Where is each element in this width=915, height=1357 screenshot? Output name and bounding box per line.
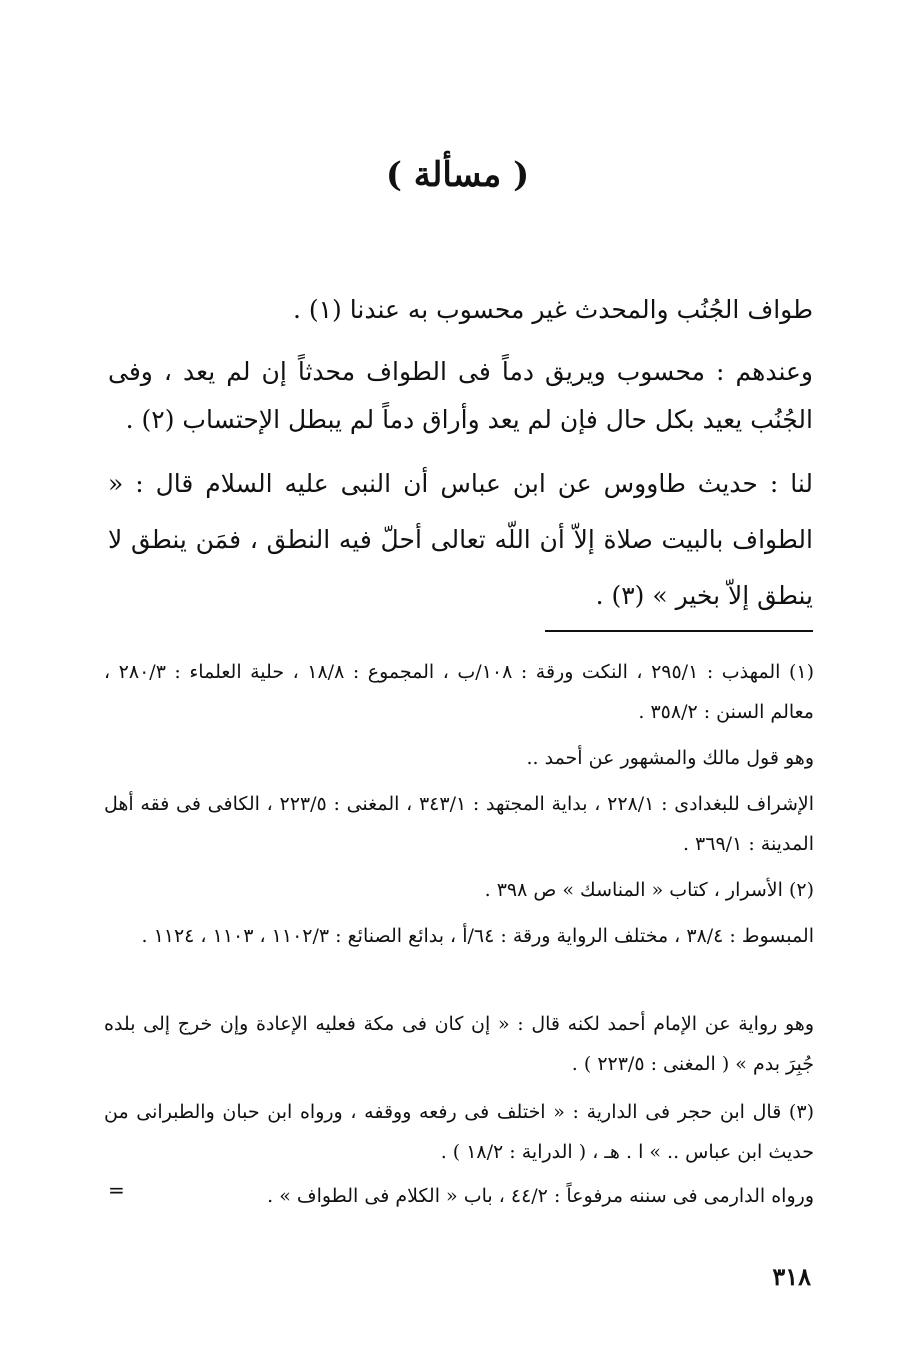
page-number: ٣١٨ — [772, 1262, 811, 1291]
footnote-1-note: وهو قول مالك والمشهور عن أحمد .. — [526, 747, 814, 769]
footnote-1-references: الإشراف للبغدادى : ٢٢٨/١ ، بداية المجتهد : ٣٤٣/١ ، المغنى : ٢٢٣/٥ ، الكافى فى فقه أهل المدينة : ٣٦٩/١ . — [104, 793, 815, 855]
paragraph-3: لنا : حديث طاووس عن ابن عباس أن النبى عليه السلام قال : « الطواف بالبيت صلاة إلاّ أن اللّه تعالى أحلّ فيه النطق ، فمَن ينطق لا ينطق إلاّ بخير » (٣) . — [108, 469, 813, 610]
footnote-3-note: ورواه الدارمى فى سننه مرفوعاً : ٤٤/٢ ، باب « الكلام فى الطواف » . — [267, 1185, 814, 1207]
continuation-mark: = — [108, 1178, 125, 1202]
footnote-1: (١) المهذب : ٢٩٥/١ ، النكت ورقة : ١٠٨/ب ، المجموع : ١٨/٨ ، حلية العلماء : ٢٨٠/٣ ، معالم السنن : ٣٥٨/٢ . — [104, 661, 815, 723]
footnote-divider — [545, 630, 813, 632]
section-title: ( مسألة ) — [385, 155, 530, 195]
footnote-3: (٣) قال ابن حجر فى الدارية : « اختلف فى رفعه ووقفه ، ورواه ابن حبان والطبرانى من حديث ابن عباس .. » ا . هـ ، ( الدراية : ١٨/٢ ) . — [104, 1101, 814, 1163]
footnote-2-note: وهو رواية عن الإمام أحمد لكنه قال : « إن كان فى مكة فعليه الإعادة وإن خرج إلى بلده جُبِرَ بدم » ( المغنى : ٢٢٣/٥ ) . — [104, 1013, 814, 1075]
footnote-2-references: المبسوط : ٣٨/٤ ، مختلف الرواية ورقة : ٦٤/أ ، بدائع الصنائع : ١١٠٢/٣ ، ١١٠٣ ، ١١٢٤ . — [141, 925, 814, 947]
footnote-2: (٢) الأسرار ، كتاب « المناسك » ص ٣٩٨ . — [484, 879, 814, 901]
paragraph-1: طواف الجُنُب والمحدث غير محسوب به عندنا (١) . — [292, 295, 813, 324]
paragraph-2: وعندهم : محسوب ويريق دماً فى الطواف محدثاً إن لم يعد ، وفى الجُنُب يعيد بكل حال فإن لم يعد وأراق دماً لم يبطل الإحتساب (٢) . — [108, 357, 813, 434]
